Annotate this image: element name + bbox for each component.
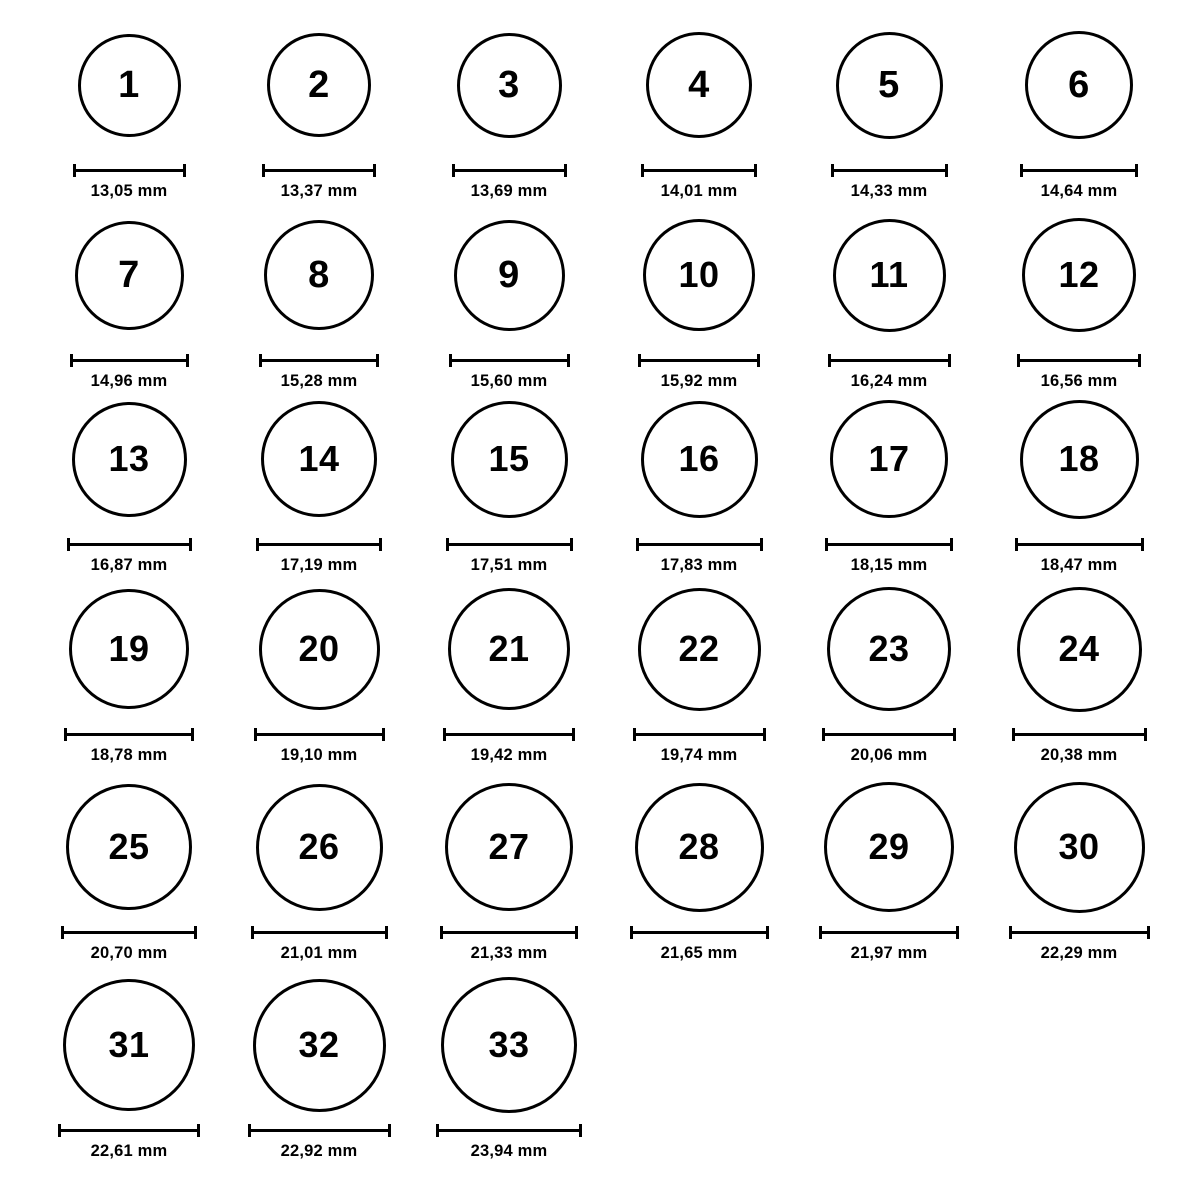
diameter-label: 18,15 mm: [850, 556, 928, 574]
diameter-measure-bar: [443, 728, 575, 740]
diameter-measure-bar: [819, 926, 959, 938]
measure-bar-right-cap: [1147, 926, 1150, 939]
measure-bar-line: [70, 359, 189, 362]
measure-bar-line: [828, 359, 951, 362]
measure-bar-line: [443, 733, 575, 736]
ring-circle: [824, 782, 954, 912]
ring-circle: [827, 587, 951, 711]
measure-bar-right-cap: [754, 164, 757, 177]
ring-circle-area: [643, 204, 755, 346]
ring-size-cell: [224, 204, 414, 391]
measure-bar-right-cap: [572, 728, 575, 741]
ring-circle-area: [253, 974, 386, 1116]
diameter-measure-bar: [1012, 728, 1147, 740]
diameter-label: 21,97 mm: [850, 944, 928, 962]
measure-bar-right-cap: [388, 1124, 391, 1137]
diameter-label: 19,42 mm: [470, 746, 548, 764]
measure-bar-right-cap: [564, 164, 567, 177]
diameter-measure-bar: [638, 354, 760, 366]
ring-circle-area: [635, 776, 764, 918]
diameter-label: 20,70 mm: [90, 944, 168, 962]
ring-size-number: 6: [1068, 64, 1090, 106]
ring-circle-area: [72, 388, 187, 530]
ring-size-number: 3: [498, 64, 520, 106]
diameter-measure-bar: [1009, 926, 1150, 938]
ring-size-number: 14: [298, 438, 340, 479]
ring-size-number: 1: [118, 64, 140, 106]
ring-size-cell: [604, 388, 794, 575]
ring-circle-area: [457, 14, 562, 156]
ring-circle: [641, 401, 758, 518]
diameter-label: 14,33 mm: [850, 182, 928, 200]
ring-circle: [445, 783, 573, 911]
diameter-measure-bar: [641, 164, 757, 176]
ring-size-cell: [984, 578, 1174, 765]
diameter-label: 15,60 mm: [470, 372, 548, 390]
measure-bar-line: [1015, 543, 1144, 546]
ring-size-cell: [794, 388, 984, 575]
ring-circle-area: [256, 776, 383, 918]
ring-circle: [448, 588, 570, 710]
ring-size-cell: [414, 776, 604, 963]
diameter-label: 14,64 mm: [1040, 182, 1118, 200]
ring-size-number: 7: [118, 254, 140, 296]
diameter-label: 21,33 mm: [470, 944, 548, 962]
ring-size-number: 18: [1058, 438, 1100, 479]
diameter-label: 21,65 mm: [660, 944, 738, 962]
ring-size-cell: [794, 776, 984, 963]
ring-size-number: 25: [108, 826, 150, 867]
ring-size-number: 5: [878, 64, 900, 106]
ring-size-cell: [414, 578, 604, 765]
ring-circle: [635, 783, 764, 912]
diameter-measure-bar: [254, 728, 385, 740]
ring-size-number: 22: [678, 628, 720, 669]
ring-size-cell: [34, 204, 224, 391]
ring-circle-area: [66, 776, 192, 918]
diameter-measure-bar: [248, 1124, 391, 1136]
ring-circle: [267, 33, 371, 137]
measure-bar-right-cap: [382, 728, 385, 741]
diameter-measure-bar: [1017, 354, 1141, 366]
measure-bar-right-cap: [379, 538, 382, 551]
ring-size-cell: [34, 578, 224, 765]
measure-bar-line: [262, 169, 376, 172]
ring-circle-area: [824, 776, 954, 918]
ring-size-cell: [984, 388, 1174, 575]
ring-circle-area: [830, 388, 948, 530]
ring-circle: [72, 402, 187, 517]
measure-bar-line: [1012, 733, 1147, 736]
ring-size-number: 26: [298, 826, 340, 867]
ring-circle-area: [836, 14, 943, 156]
ring-circle-area: [445, 776, 573, 918]
ring-circle: [69, 589, 189, 709]
ring-size-cell: [414, 388, 604, 575]
ring-size-cell: [984, 14, 1174, 201]
measure-bar-right-cap: [376, 354, 379, 367]
measure-bar-line: [259, 359, 379, 362]
ring-size-number: 31: [108, 1024, 150, 1065]
ring-circle-area: [1017, 578, 1142, 720]
ring-circle: [259, 589, 380, 710]
measure-bar-right-cap: [183, 164, 186, 177]
measure-bar-right-cap: [948, 354, 951, 367]
diameter-label: 16,87 mm: [90, 556, 168, 574]
measure-bar-right-cap: [1138, 354, 1141, 367]
ring-size-cell: [34, 776, 224, 963]
diameter-measure-bar: [452, 164, 567, 176]
ring-circle: [833, 219, 946, 332]
diameter-measure-bar: [446, 538, 573, 550]
ring-circle-area: [63, 974, 195, 1116]
ring-size-cell: [414, 974, 604, 1161]
measure-bar-line: [831, 169, 948, 172]
diameter-label: 13,69 mm: [470, 182, 548, 200]
measure-bar-right-cap: [189, 538, 192, 551]
diameter-label: 13,05 mm: [90, 182, 168, 200]
measure-bar-right-cap: [1141, 538, 1144, 551]
ring-size-number: 2: [308, 64, 330, 106]
ring-size-cell: [34, 388, 224, 575]
ring-size-number: 11: [869, 254, 909, 295]
diameter-measure-bar: [633, 728, 766, 740]
diameter-measure-bar: [1020, 164, 1138, 176]
chart-row: [0, 776, 1200, 974]
measure-bar-line: [436, 1129, 582, 1132]
measure-bar-line: [440, 931, 578, 934]
measure-bar-line: [452, 169, 567, 172]
ring-circle-area: [641, 388, 758, 530]
ring-circle: [638, 588, 761, 711]
diameter-measure-bar: [61, 926, 197, 938]
ring-circle: [264, 220, 374, 330]
measure-bar-right-cap: [567, 354, 570, 367]
diameter-label: 20,06 mm: [850, 746, 928, 764]
ring-size-cell: [794, 204, 984, 391]
ring-circle: [66, 784, 192, 910]
measure-bar-line: [1020, 169, 1138, 172]
ring-size-cell: [34, 974, 224, 1161]
ring-circle-area: [264, 204, 374, 346]
diameter-measure-bar: [1015, 538, 1144, 550]
ring-circle-area: [1022, 204, 1136, 346]
ring-circle: [1017, 587, 1142, 712]
diameter-measure-bar: [259, 354, 379, 366]
measure-bar-right-cap: [186, 354, 189, 367]
diameter-measure-bar: [262, 164, 376, 176]
ring-circle: [836, 32, 943, 139]
diameter-label: 15,92 mm: [660, 372, 738, 390]
ring-size-number: 15: [488, 438, 530, 479]
diameter-label: 20,38 mm: [1040, 746, 1118, 764]
ring-circle-area: [451, 388, 568, 530]
measure-bar-line: [256, 543, 382, 546]
measure-bar-line: [449, 359, 570, 362]
ring-size-number: 4: [688, 64, 710, 106]
ring-circle: [256, 784, 383, 911]
measure-bar-line: [58, 1129, 200, 1132]
ring-size-cell: [34, 14, 224, 201]
diameter-measure-bar: [70, 354, 189, 366]
ring-circle: [830, 400, 948, 518]
measure-bar-right-cap: [766, 926, 769, 939]
measure-bar-right-cap: [950, 538, 953, 551]
diameter-label: 23,94 mm: [470, 1142, 548, 1160]
diameter-measure-bar: [58, 1124, 200, 1136]
ring-size-cell: [794, 14, 984, 201]
ring-circle: [457, 33, 562, 138]
measure-bar-right-cap: [575, 926, 578, 939]
diameter-measure-bar: [630, 926, 769, 938]
ring-circle-area: [441, 974, 577, 1116]
diameter-measure-bar: [251, 926, 388, 938]
ring-circle-area: [267, 14, 371, 156]
ring-size-number: 17: [868, 438, 910, 479]
measure-bar-right-cap: [191, 728, 194, 741]
diameter-label: 19,10 mm: [280, 746, 358, 764]
ring-circle-area: [646, 14, 752, 156]
ring-circle-area: [75, 204, 184, 346]
ring-circle: [1025, 31, 1133, 139]
measure-bar-line: [633, 733, 766, 736]
ring-circle: [454, 220, 565, 331]
ring-size-cell: [224, 388, 414, 575]
ring-circle-area: [1025, 14, 1133, 156]
measure-bar-right-cap: [1144, 728, 1147, 741]
ring-circle-area: [78, 14, 181, 156]
ring-size-number: 27: [488, 826, 530, 867]
ring-circle-area: [69, 578, 189, 720]
ring-size-number: 32: [298, 1024, 340, 1065]
measure-bar-line: [248, 1129, 391, 1132]
diameter-measure-bar: [436, 1124, 582, 1136]
ring-circle-area: [833, 204, 946, 346]
diameter-label: 16,56 mm: [1040, 372, 1118, 390]
ring-size-number: 8: [308, 254, 330, 296]
diameter-label: 22,92 mm: [280, 1142, 358, 1160]
ring-size-cell: [794, 578, 984, 765]
diameter-measure-bar: [64, 728, 194, 740]
measure-bar-line: [1017, 359, 1141, 362]
diameter-label: 21,01 mm: [280, 944, 358, 962]
ring-circle: [643, 219, 755, 331]
diameter-label: 19,74 mm: [660, 746, 738, 764]
chart-row: [0, 204, 1200, 388]
ring-size-number: 12: [1058, 254, 1100, 295]
measure-bar-right-cap: [953, 728, 956, 741]
measure-bar-line: [251, 931, 388, 934]
ring-size-number: 19: [108, 628, 150, 669]
ring-circle: [1020, 400, 1139, 519]
ring-circle: [441, 977, 577, 1113]
ring-circle: [261, 401, 377, 517]
ring-size-cell: [224, 974, 414, 1161]
diameter-label: 13,37 mm: [280, 182, 358, 200]
measure-bar-right-cap: [956, 926, 959, 939]
diameter-label: 14,96 mm: [90, 372, 168, 390]
diameter-measure-bar: [67, 538, 192, 550]
measure-bar-right-cap: [757, 354, 760, 367]
diameter-measure-bar: [825, 538, 953, 550]
ring-size-cell: [604, 204, 794, 391]
ring-size-cell: [604, 578, 794, 765]
measure-bar-line: [822, 733, 956, 736]
diameter-label: 17,83 mm: [660, 556, 738, 574]
ring-circle-area: [638, 578, 761, 720]
diameter-label: 18,47 mm: [1040, 556, 1118, 574]
diameter-measure-bar: [822, 728, 956, 740]
ring-circle: [75, 221, 184, 330]
measure-bar-line: [641, 169, 757, 172]
diameter-label: 18,78 mm: [90, 746, 168, 764]
ring-circle-area: [827, 578, 951, 720]
ring-circle-area: [261, 388, 377, 530]
measure-bar-line: [446, 543, 573, 546]
ring-circle: [451, 401, 568, 518]
diameter-label: 17,51 mm: [470, 556, 548, 574]
ring-size-number: 9: [498, 254, 520, 296]
diameter-measure-bar: [73, 164, 186, 176]
diameter-measure-bar: [831, 164, 948, 176]
ring-size-number: 28: [678, 826, 720, 867]
diameter-label: 15,28 mm: [280, 372, 358, 390]
measure-bar-right-cap: [570, 538, 573, 551]
measure-bar-line: [819, 931, 959, 934]
measure-bar-right-cap: [373, 164, 376, 177]
diameter-label: 14,01 mm: [660, 182, 738, 200]
measure-bar-right-cap: [945, 164, 948, 177]
diameter-label: 22,61 mm: [90, 1142, 168, 1160]
ring-size-number: 23: [868, 628, 910, 669]
chart-row: [0, 388, 1200, 578]
measure-bar-line: [67, 543, 192, 546]
ring-circle: [646, 32, 752, 138]
measure-bar-line: [254, 733, 385, 736]
ring-circle-area: [1020, 388, 1139, 530]
ring-circle: [253, 979, 386, 1112]
diameter-label: 16,24 mm: [850, 372, 928, 390]
ring-size-cell: [414, 14, 604, 201]
measure-bar-line: [64, 733, 194, 736]
ring-size-number: 29: [868, 826, 910, 867]
measure-bar-right-cap: [385, 926, 388, 939]
ring-size-cell: [984, 776, 1174, 963]
ring-size-cell: [604, 776, 794, 963]
ring-size-number: 21: [488, 628, 530, 669]
measure-bar-right-cap: [760, 538, 763, 551]
measure-bar-line: [825, 543, 953, 546]
ring-circle-area: [1014, 776, 1145, 918]
diameter-measure-bar: [449, 354, 570, 366]
ring-circle: [78, 34, 181, 137]
ring-size-number: 24: [1058, 628, 1100, 669]
measure-bar-line: [636, 543, 763, 546]
ring-circle: [1022, 218, 1136, 332]
ring-size-number: 30: [1058, 826, 1100, 867]
ring-size-number: 13: [108, 438, 150, 479]
diameter-measure-bar: [440, 926, 578, 938]
ring-size-cell: [984, 204, 1174, 391]
ring-circle: [1014, 782, 1145, 913]
ring-size-cell: [224, 14, 414, 201]
ring-size-number: 33: [488, 1024, 530, 1065]
ring-size-cell: [224, 776, 414, 963]
measure-bar-right-cap: [194, 926, 197, 939]
measure-bar-line: [1009, 931, 1150, 934]
ring-size-cell: [224, 578, 414, 765]
measure-bar-right-cap: [579, 1124, 582, 1137]
ring-circle-area: [448, 578, 570, 720]
ring-size-number: 16: [678, 438, 720, 479]
chart-row: [0, 974, 1200, 1164]
diameter-label: 22,29 mm: [1040, 944, 1118, 962]
diameter-label: 17,19 mm: [280, 556, 358, 574]
chart-row: [0, 14, 1200, 204]
ring-circle-area: [259, 578, 380, 720]
measure-bar-line: [638, 359, 760, 362]
ring-size-cell: [414, 204, 604, 391]
measure-bar-right-cap: [763, 728, 766, 741]
diameter-measure-bar: [256, 538, 382, 550]
chart-row: [0, 578, 1200, 776]
ring-size-number: 10: [678, 254, 720, 295]
ring-circle: [63, 979, 195, 1111]
measure-bar-line: [61, 931, 197, 934]
ring-circle-area: [454, 204, 565, 346]
measure-bar-line: [630, 931, 769, 934]
ring-size-cell: [604, 14, 794, 201]
measure-bar-line: [73, 169, 186, 172]
measure-bar-right-cap: [197, 1124, 200, 1137]
diameter-measure-bar: [828, 354, 951, 366]
diameter-measure-bar: [636, 538, 763, 550]
measure-bar-right-cap: [1135, 164, 1138, 177]
ring-size-number: 20: [298, 628, 340, 669]
